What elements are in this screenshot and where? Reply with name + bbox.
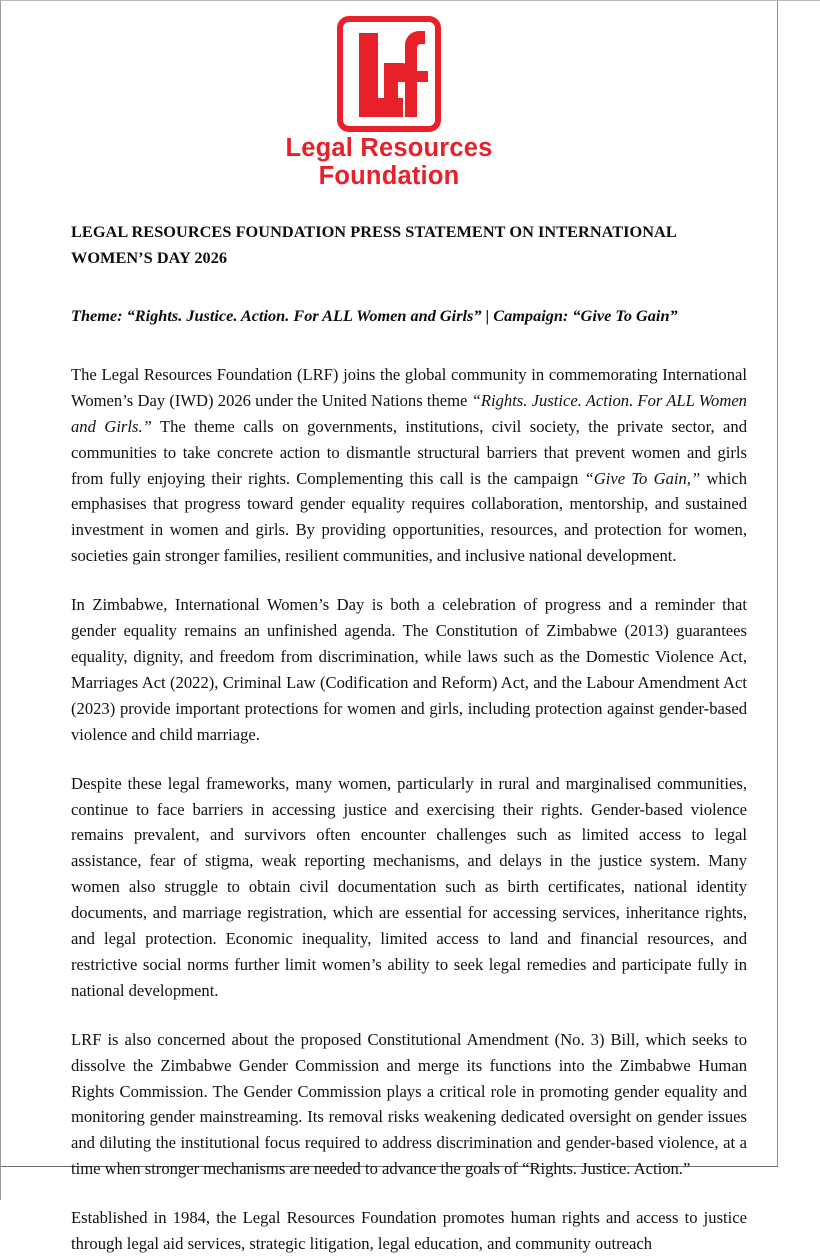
paragraph-intro-text-c: which emphasises that progress toward gender equality requires collaboration, mentorship, and sustained investment in women and girls. By providing opportunities, resources, and protection for women, societies gain stronger families, resilient communities, and inclusive national development. (71, 468, 747, 566)
campaign-quote: “Give To Gain,” (584, 468, 701, 488)
logo-name-line-2: Foundation (318, 161, 460, 190)
document-body (71, 219, 747, 1257)
press-statement-title: LEGAL RESOURCES FOUNDATION PRESS STATEMENT ON INTERNATIONAL WOMEN’S DAY 2026 (71, 222, 676, 267)
paragraph-intro-text-a: The Legal Resources Foundation (LRF) joins the global community in commemorating International Women’s Day (IWD) 2026 under the United Nations theme (71, 364, 747, 410)
page-border-right (777, 1, 778, 1167)
paragraph-intro-text-b: The theme calls on governments, institutions, civil society, the private sector, and communities to take concrete action to dismantle structural barriers that prevent women and girls from fully enjoying their rights. Complementing this call is the campaign (71, 416, 747, 488)
un-theme-quote: “Rights. Justice. Action. For ALL Women and Girls.” (71, 390, 747, 436)
logo-name-line-1: Legal Resources (285, 134, 493, 162)
paragraph-barriers-to-justice: Despite these legal frameworks, many women, particularly in rural and marginalised communities, continue to face barriers in accessing justice and exercising their rights. Gender-based violence remains prevalent, and survivors often encounter challenges such as limited access to legal assistance, fear of stigma, weak reporting mechanisms, and delays in the justice system. Many women also struggle to obtain civil documentation such as birth certificates, national identity documents, and marriage registration, which are essential for accessing services, inheritance rights, and legal protection. Economic inequality, limited access to land and financial resources, and restrictive social norms further limit women’s ability to seek legal remedies and participate fully in national development. (71, 773, 747, 1000)
paragraph-constitutional-amendment: LRF is also concerned about the proposed Constitutional Amendment (No. 3) Bill, which seeks to dissolve the Zimbabwe Gender Commission and merge its functions into the Zimbabwe Human Rights Commission. The Gender Commission plays a critical role in promoting gender equality and monitoring gender mainstreaming. Its removal risks weakening dedicated oversight on gender issues and diluting the institutional focus required to address discrimination and gender-based violence, at a time when stronger mechanisms are needed to advance the goals of “Rights. Justice. Action.” (71, 1029, 747, 1179)
theme-and-campaign-line: Theme: “Rights. Justice. Action. For ALL Women and Girls” | Campaign: “Give To Gain” (71, 306, 678, 326)
paragraph-about-lrf: Established in 1984, the Legal Resources Foundation promotes human rights and access to justice through legal aid services, strategic litigation, legal education, and community outreach (71, 1208, 747, 1254)
lrf-monogram-icon (321, 15, 457, 133)
paragraph-zimbabwe-legal-framework: In Zimbabwe, International Women’s Day is both a celebration of progress and a reminder that gender equality remains an unfinished agenda. The Constitution of Zimbabwe (2013) guarantees equality, dignity, and freedom from discrimination, while laws such as the Domestic Violence Act, Marriages Act (2022), Criminal Law (Codification and Reform) Act, and the Labour Amendment Act (2023) provide important protections for women and girls, including protection against gender-based violence and child marriage. (71, 595, 747, 744)
paragraph-intro (71, 362, 747, 569)
organisation-logo (1, 15, 777, 190)
